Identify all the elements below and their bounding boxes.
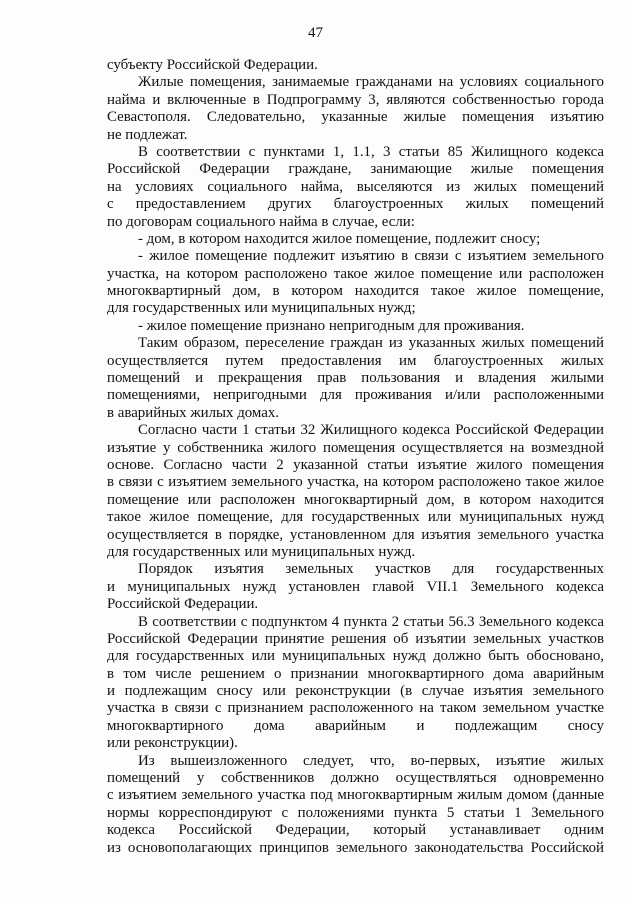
text-line: многоквартирного дома аварийным и подлежащим сносу <box>107 717 604 734</box>
text-line: Из вышеизложенного следует, что, во-первых, изъятие жилых <box>138 752 604 769</box>
text-line: помещений и прекращения прав пользования и владения жилыми <box>107 370 604 387</box>
text-line: Российской Федерации граждане, занимающие жилые помещения <box>107 161 604 178</box>
paragraph <box>107 144 604 231</box>
paragraph <box>107 561 604 613</box>
text-line: и муниципальных нужд установлен главой VII.1 Земельного кодекса <box>107 578 604 595</box>
text-line: и подлежащим сносу или реконструкции (в случае изъятия земельного <box>107 683 604 700</box>
text-line: изъятие у собственника жилого помещения осуществляется на возмездной <box>107 439 604 456</box>
paragraph <box>107 74 604 144</box>
page-number: 47 <box>308 25 323 41</box>
text-line: в связи с изъятием земельного участка, на котором расположено такое жилое <box>107 474 604 491</box>
text-line: из основополагающих принципов земельного законодательства Российской <box>107 839 604 856</box>
paragraph <box>107 231 604 248</box>
text-line: в том числе решением о признании многоквартирного дома аварийным <box>107 665 604 682</box>
text-line: Таким образом, переселение граждан из указанных жилых помещений <box>138 335 604 352</box>
text-line: нормы корреспондируют с положениями пункта 5 статьи 1 Земельного <box>107 804 604 821</box>
text-line: найма и включенные в Подпрограмму 3, являются собственностью города <box>107 91 604 108</box>
document-body <box>107 57 604 857</box>
text-line: осуществляется путем предоставления им благоустроенных жилых <box>107 352 604 369</box>
text-line: на условиях социального найма, выселяются из жилых помещений <box>107 178 604 195</box>
paragraph <box>107 614 604 753</box>
text-line: с предоставлением других благоустроенных жилых помещений <box>107 196 604 213</box>
text-line: многоквартирный дом, в котором находится такое жилое помещение, <box>107 283 604 300</box>
paragraph <box>107 335 604 422</box>
text-line: помещение или расположен многоквартирный дом, в котором находится <box>107 491 604 508</box>
paragraph <box>107 57 604 74</box>
text-line: участка в связи с признанием расположенного на таком земельном участке <box>107 700 604 717</box>
text-line: в аварийных жилых домах. <box>107 404 280 421</box>
text-line: - жилое помещение подлежит изъятию в связи с изъятием земельного <box>138 248 604 265</box>
text-line: - жилое помещение признано непригодным для проживания. <box>138 317 525 334</box>
text-line: помещениями, непригодными для проживания и/или расположенными <box>107 387 604 404</box>
text-line: помещений у собственников должно осуществляться одновременно <box>107 770 604 787</box>
text-line: или реконструкции). <box>107 735 238 752</box>
text-line: Порядок изъятия земельных участков для государственных <box>138 561 604 578</box>
text-line: Жилые помещения, занимаемые гражданами на условиях социального <box>138 74 604 91</box>
text-line: по договорам социального найма в случае, если: <box>107 213 415 230</box>
text-line: для государственных или муниципальных нужд. <box>107 543 416 560</box>
text-line: для государственных или муниципальных нужд должно быть обосновано, <box>107 648 604 665</box>
text-line: Согласно части 1 статьи 32 Жилищного кодекса Российской Федерации <box>138 422 604 439</box>
text-line: - дом, в котором находится жилое помещение, подлежит сносу; <box>138 230 541 247</box>
text-line: субъекту Российской Федерации. <box>107 57 318 73</box>
text-line: для государственных или муниципальных нужд; <box>107 300 416 317</box>
text-line: такое жилое помещение, для государственных или муниципальных нужд <box>107 509 604 526</box>
text-line: осуществляется в порядке, установленном для изъятия земельного участка <box>107 526 604 543</box>
paragraph <box>107 422 604 561</box>
text-line: В соответствии с пунктами 1, 1.1, 3 статьи 85 Жилищного кодекса <box>138 143 604 160</box>
text-line: участка, на котором расположено такое жилое помещение или расположен <box>107 265 604 282</box>
text-line: Севастополя. Следовательно, указанные жилые помещения изъятию <box>107 109 604 126</box>
paragraph <box>107 248 604 318</box>
paragraph <box>107 318 604 335</box>
text-line: не подлежат. <box>107 126 188 143</box>
paragraph <box>107 753 604 857</box>
text-line: кодекса Российской Федерации, который устанавливает одним <box>107 822 604 839</box>
text-line: основе. Согласно части 2 указанной статьи изъятие жилого помещения <box>107 456 604 473</box>
text-line: В соответствии с подпунктом 4 пункта 2 статьи 56.3 Земельного кодекса <box>138 613 604 630</box>
text-line: с изъятием земельного участка под многоквартирным жилым домом (данные <box>107 787 604 804</box>
text-line: Российской Федерации. <box>107 596 259 613</box>
text-line: Российской Федерации принятие решения об изъятии земельных участков <box>107 630 604 647</box>
